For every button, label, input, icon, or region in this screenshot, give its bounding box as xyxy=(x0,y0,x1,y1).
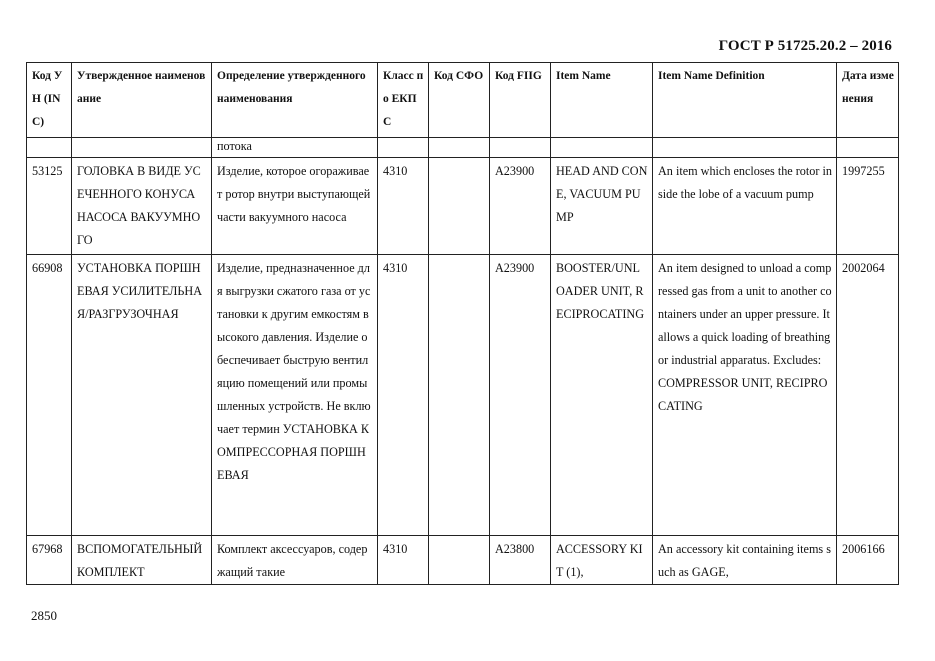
cell-item-name-definition xyxy=(653,138,837,158)
header-fiig: Код FIIG xyxy=(490,63,551,138)
cell-item-name: HEAD AND CONE, VACUUM PUMP xyxy=(551,158,653,255)
cell-fiig xyxy=(490,138,551,158)
page-number: 2850 xyxy=(31,608,57,623)
cell-sfo xyxy=(429,255,490,536)
cell-inc: 66908 xyxy=(27,255,72,536)
cell-fiig: A23900 xyxy=(490,158,551,255)
cell-date xyxy=(837,138,899,158)
cell-ekps xyxy=(378,138,429,158)
cell-approved-name: УСТАНОВКА ПОРШНЕВАЯ УСИЛИТЕЛЬНАЯ/РАЗГРУЗОЧНАЯ xyxy=(72,255,212,536)
cell-date: 2006166 xyxy=(837,536,899,585)
header-definition: Определение утвержденного наименования xyxy=(212,63,378,138)
header-date: Дата изменения xyxy=(837,63,899,138)
header-sfo: Код СФО xyxy=(429,63,490,138)
cell-date: 1997255 xyxy=(837,158,899,255)
cell-definition: потока xyxy=(212,138,378,158)
table-row xyxy=(27,138,899,158)
table-row xyxy=(27,158,899,255)
header-item-name: Item Name xyxy=(551,63,653,138)
cell-sfo xyxy=(429,158,490,255)
cell-fiig: A23800 xyxy=(490,536,551,585)
cell-definition: Изделие, которое огораживает ротор внутри выступающей части вакуумного насоса xyxy=(212,158,378,255)
header-item-name-definition: Item Name Definition xyxy=(653,63,837,138)
table-row xyxy=(27,536,899,585)
cell-item-name-definition: An item designed to unload a compressed gas from a unit to another containers under an upper pressure. It allows a quick loading of breathing or industrial apparatus. Excludes: COMPRESSOR UNIT, RECIPROCATING xyxy=(653,255,837,536)
cell-inc xyxy=(27,138,72,158)
cell-item-name-definition: An item which encloses the rotor inside the lobe of a vacuum pump xyxy=(653,158,837,255)
cell-ekps: 4310 xyxy=(378,536,429,585)
document-title: ГОСТ Р 51725.20.2 – 2016 xyxy=(718,38,892,54)
cell-ekps: 4310 xyxy=(378,158,429,255)
cell-fiig: A23900 xyxy=(490,255,551,536)
table-header-row xyxy=(27,63,899,138)
cell-item-name: BOOSTER/UNLOADER UNIT, RECIPROCATING xyxy=(551,255,653,536)
cell-item-name xyxy=(551,138,653,158)
cell-approved-name xyxy=(72,138,212,158)
header-approved-name: Утвержденное наименование xyxy=(72,63,212,138)
header-ekps: Класс по ЕКПС xyxy=(378,63,429,138)
cell-definition: Комплект аксессуаров, содержащий такие xyxy=(212,536,378,585)
cell-approved-name: ВСПОМОГАТЕЛЬНЫЙ КОМПЛЕКТ xyxy=(72,536,212,585)
cell-inc: 67968 xyxy=(27,536,72,585)
cell-item-name-definition: An accessory kit containing items such as GAGE, xyxy=(653,536,837,585)
cell-sfo xyxy=(429,138,490,158)
cell-ekps: 4310 xyxy=(378,255,429,536)
cell-item-name: ACCESSORY KIT (1), xyxy=(551,536,653,585)
items-table xyxy=(26,62,899,585)
cell-sfo xyxy=(429,536,490,585)
cell-approved-name: ГОЛОВКА В ВИДЕ УСЕЧЕННОГО КОНУСА НАСОСА ВАКУУМНОГО xyxy=(72,158,212,255)
header-inc: Код УН (INC) xyxy=(27,63,72,138)
cell-inc: 53125 xyxy=(27,158,72,255)
cell-definition: Изделие, предназначенное для выгрузки сжатого газа от установки к другим емкостям высокого давления. Изделие обеспечивает быструю вентиляцию помещений или промышленных устройств. Не включает термин УСТАНОВКА КОМПРЕССОРНАЯ ПОРШНЕВАЯ xyxy=(212,255,378,536)
cell-date: 2002064 xyxy=(837,255,899,536)
table-row xyxy=(27,255,899,536)
